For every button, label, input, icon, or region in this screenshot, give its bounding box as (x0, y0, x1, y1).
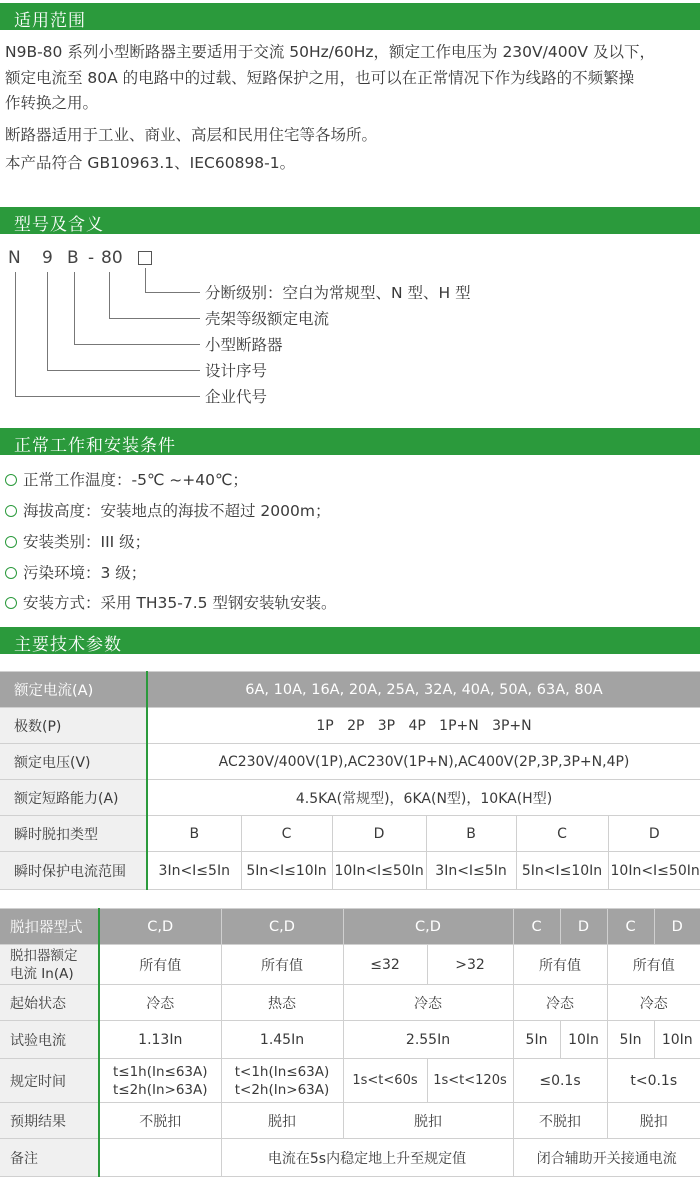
condition-item (5, 530, 150, 552)
table-cell (221, 1059, 343, 1103)
scope-line: N9B-80 系列小型断路器主要适用于交流 50Hz/60Hz，额定工作电压为 230V/400V 及以下， (5, 43, 655, 61)
code-char-b: B (67, 248, 79, 268)
cell-line: t≤2h(In>63A) (112, 1081, 208, 1098)
scope-line: 本产品符合 GB10963.1、IEC60898-1。 (5, 154, 296, 172)
table-cell: 1s<t<120s (427, 1059, 513, 1103)
table-cell (99, 1059, 221, 1103)
model-label-frame: 壳架等级额定电流 (205, 310, 330, 328)
leader-line (145, 268, 146, 292)
model-label-design: 设计序号 (205, 362, 268, 380)
section-header-conditions (0, 428, 700, 455)
table-cell: 10In (560, 1021, 607, 1059)
table-cell: C,D (343, 909, 513, 945)
section-title: 正常工作和安装条件 (14, 436, 176, 456)
row-label: 预期结果 (0, 1103, 99, 1139)
table-cell: 3In<I≤5In (147, 852, 241, 890)
circle-bullet-icon (5, 536, 17, 548)
row-label: 瞬时脱扣类型 (0, 816, 147, 852)
condition-text: 安装方式：采用 TH35-7.5 型钢安装轨安装。 (23, 594, 337, 612)
poles-value: 1P 2P 3P 4P 1P+N 3P+N (147, 708, 700, 744)
table-cell: t<0.1s (607, 1059, 700, 1103)
table-cell: B (147, 816, 241, 852)
table-row (0, 1103, 700, 1139)
circle-bullet-icon (5, 505, 17, 517)
table-row (0, 1059, 700, 1103)
row-label: 脱扣器型式 (0, 909, 99, 945)
leader-line (109, 272, 110, 318)
table-row (0, 708, 700, 744)
model-label-mcb: 小型断路器 (205, 336, 283, 354)
table-row (0, 780, 700, 816)
table-cell: 所有值 (607, 945, 700, 985)
table-cell: 脱扣 (343, 1103, 513, 1139)
table-cell: 热态 (221, 985, 343, 1021)
leader-line (15, 396, 200, 397)
table-cell (99, 1139, 221, 1177)
section-title: 适用范围 (14, 11, 86, 31)
row-label (0, 945, 99, 985)
condition-text: 海拔高度：安装地点的海拔不超过 2000m； (23, 502, 331, 520)
table-cell: 1s<t<60s (343, 1059, 427, 1103)
table-row (0, 852, 700, 890)
condition-item (5, 591, 336, 613)
scope-line: 断路器适用于工业、商业、高层和民用住宅等各场所。 (5, 125, 378, 144)
table-cell: 脱扣 (607, 1103, 700, 1139)
breaking-value: 4.5KA(常规型)，6KA(N型)，10KA(H型) (147, 780, 700, 816)
table-cell: 10In<I≤50In (332, 852, 426, 890)
model-code-diagram (0, 240, 700, 415)
table-row (0, 909, 700, 945)
table-cell: C (513, 909, 560, 945)
table-cell: 冷态 (513, 985, 607, 1021)
table-cell: 电流在5s内稳定地上升至规定值 (221, 1139, 513, 1177)
table-cell: 5In (607, 1021, 654, 1059)
model-label-company: 企业代号 (205, 388, 268, 406)
table-row (0, 744, 700, 780)
row-label: 起始状态 (0, 985, 99, 1021)
table-cell: 所有值 (513, 945, 607, 985)
table-cell: 不脱扣 (513, 1103, 607, 1139)
table-cell: 5In<I≤10In (516, 852, 608, 890)
section-title: 型号及含义 (14, 215, 104, 235)
table-cell: 5In<I≤10In (241, 852, 332, 890)
circle-bullet-icon (5, 597, 17, 609)
table-cell: D (332, 816, 426, 852)
blank-box-icon (138, 251, 152, 265)
scope-line: 作转换之用。 (5, 94, 99, 112)
table-row (0, 672, 700, 708)
condition-text: 安装类别：III 级； (23, 533, 151, 551)
table-cell: 冷态 (607, 985, 700, 1021)
row-label: 试验电流 (0, 1021, 99, 1059)
leader-line (145, 292, 200, 293)
table-cell: C (241, 816, 332, 852)
voltage-value: AC230V/400V(1P),AC230V(1P+N),AC400V(2P,3P,3P+N,4P) (147, 744, 700, 780)
table-cell: B (426, 816, 516, 852)
table-cell: 10In<I≤50In (608, 852, 700, 890)
circle-bullet-icon (5, 567, 17, 579)
table-cell: C,D (221, 909, 343, 945)
condition-item (5, 561, 146, 583)
table-cell: D (608, 816, 700, 852)
table-cell: C (607, 909, 654, 945)
leader-line (15, 272, 16, 396)
table-cell: 冷态 (343, 985, 513, 1021)
leader-line (47, 370, 200, 371)
row-label: 规定时间 (0, 1059, 99, 1103)
model-label-breaking: 分断级别：空白为常规型、N 型、H 型 (205, 284, 471, 302)
leader-line (74, 272, 75, 344)
row-label-line: 脱扣器额定 (10, 947, 78, 964)
table-cell: 闭合辅助开关接通电流 (513, 1139, 700, 1177)
table-row (0, 945, 700, 985)
cell-line: t≤1h(In≤63A) (112, 1063, 208, 1080)
row-label: 极数(P) (0, 708, 147, 744)
section-header-params (0, 627, 700, 654)
table-cell: 10In (654, 1021, 700, 1059)
section-header-scope (0, 3, 700, 30)
leader-line (47, 272, 48, 370)
leader-line (109, 318, 200, 319)
table-cell: 5In (513, 1021, 560, 1059)
leader-line (74, 344, 200, 345)
table-row (0, 816, 700, 852)
table-cell: 所有值 (99, 945, 221, 985)
scope-text (5, 40, 695, 177)
table-cell: ≤32 (343, 945, 427, 985)
code-char-9: 9 (42, 248, 53, 268)
cell-line: t<1h(In≤63A) (234, 1063, 330, 1080)
code-char-n: N (8, 248, 21, 268)
row-label: 额定短路能力(A) (0, 780, 147, 816)
row-label: 额定电流(A) (0, 672, 147, 708)
table-cell: D (654, 909, 700, 945)
code-char-dash: - (88, 248, 95, 268)
table-row (0, 1139, 700, 1177)
table-cell: 1.45In (221, 1021, 343, 1059)
row-label: 瞬时保护电流范围 (0, 852, 147, 890)
rated-current-value: 6A, 10A, 16A, 20A, 25A, 32A, 40A, 50A, 63A, 80A (147, 672, 700, 708)
scope-line: 额定电流至 80A 的电路中的过载、短路保护之用，也可以在正常情况下作为线路的不频繁操 (5, 68, 635, 87)
table-cell: C (516, 816, 608, 852)
table-row (0, 1021, 700, 1059)
row-label: 额定电压(V) (0, 744, 147, 780)
section-header-model (0, 207, 700, 234)
cell-line: t<2h(In>63A) (234, 1081, 330, 1098)
row-label: 备注 (0, 1139, 99, 1177)
table-row (0, 985, 700, 1021)
table-cell: 3In<I≤5In (426, 852, 516, 890)
table-cell: D (560, 909, 607, 945)
table-cell: 所有值 (221, 945, 343, 985)
table-cell: 冷态 (99, 985, 221, 1021)
spec-table-general (0, 671, 700, 890)
table-cell: C,D (99, 909, 221, 945)
spec-table-release (0, 908, 700, 1177)
table-cell: ≤0.1s (513, 1059, 607, 1103)
code-char-80: 80 (101, 248, 123, 268)
circle-bullet-icon (5, 474, 17, 486)
condition-item (5, 468, 248, 490)
row-label-line: 电流 In(A) (10, 965, 74, 982)
section-title: 主要技术参数 (14, 635, 122, 655)
table-cell: 1.13In (99, 1021, 221, 1059)
table-cell: 2.55In (343, 1021, 513, 1059)
condition-text: 正常工作温度：-5℃ ~+40℃； (23, 471, 248, 489)
condition-item (5, 499, 330, 521)
table-cell: 脱扣 (221, 1103, 343, 1139)
condition-text: 污染环境：3 级； (23, 564, 147, 582)
table-cell: 不脱扣 (99, 1103, 221, 1139)
table-cell: >32 (427, 945, 513, 985)
